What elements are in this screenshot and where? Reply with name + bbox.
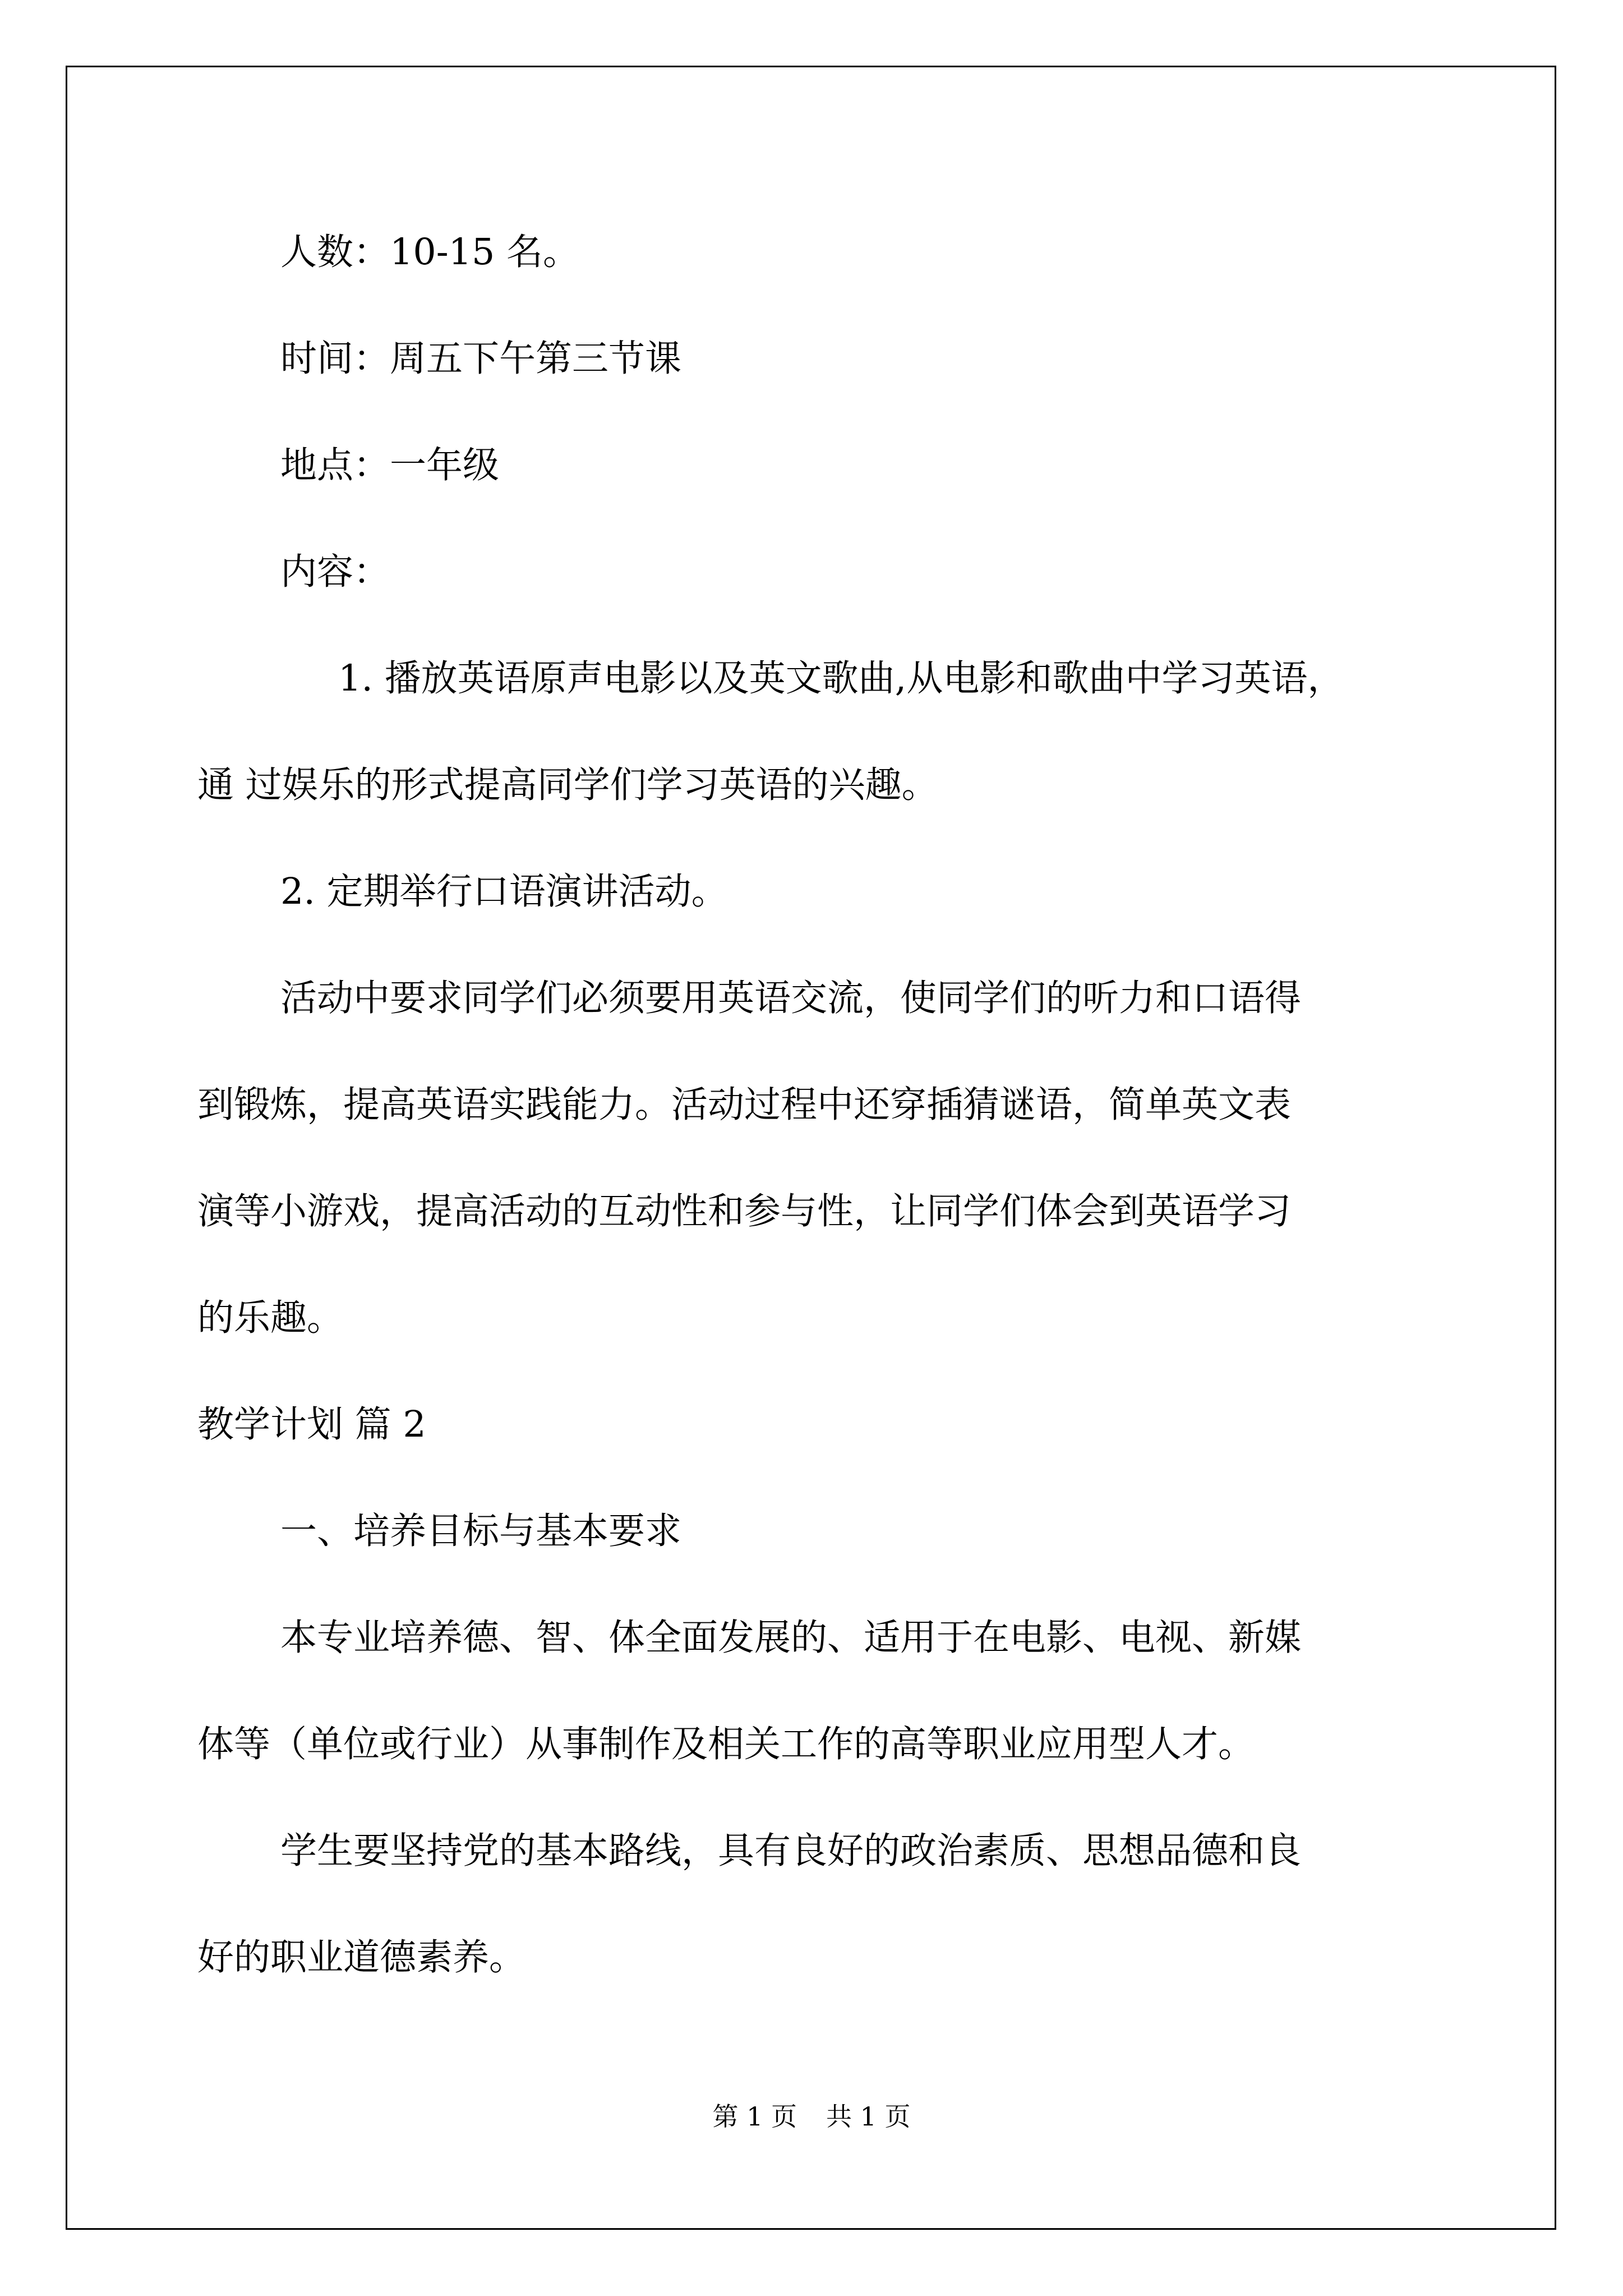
paragraph-activity-line-1: 活动中要求同学们必须要用英语交流，使同学们的听力和口语得 bbox=[280, 977, 1302, 1019]
page-border bbox=[66, 66, 1556, 2230]
page-footer bbox=[0, 2100, 1623, 2133]
paragraph-requirements-line-2: 好的职业道德素养。 bbox=[197, 1936, 526, 1978]
paragraph-requirements-line-1: 学生要坚持党的基本路线，具有良好的政治素质、思想品德和良 bbox=[280, 1830, 1302, 1872]
list-item-1-line-1: 1. 播放英语原声电影以及英文歌曲,从电影和歌曲中学习英语， bbox=[338, 657, 1344, 700]
page-number: 第 1 页 bbox=[712, 2101, 797, 2132]
list-item-2: 2. 定期举行口语演讲活动。 bbox=[280, 871, 728, 913]
paragraph-goals-line-2: 体等（单位或行业）从事制作及相关工作的高等职业应用型人才。 bbox=[197, 1723, 1255, 1765]
paragraph-content-heading: 内容： bbox=[280, 551, 390, 593]
list-item-1-line-2: 通 过娱乐的形式提高同学们学习英语的兴趣。 bbox=[197, 764, 938, 806]
paragraph-goals-line-1: 本专业培养德、智、体全面发展的、适用于在电影、电视、新媒 bbox=[280, 1617, 1302, 1659]
subsection-heading-goals: 一、培养目标与基本要求 bbox=[280, 1510, 682, 1552]
paragraph-activity-line-4: 的乐趣。 bbox=[197, 1297, 344, 1339]
paragraph-time: 时间：周五下午第三节课 bbox=[280, 338, 682, 380]
section-heading-plan-2: 教学计划 篇 2 bbox=[197, 1404, 426, 1446]
paragraph-activity-line-2: 到锻炼，提高英语实践能力。活动过程中还穿插猜谜语，简单英文表 bbox=[197, 1084, 1292, 1126]
page-total: 共 1 页 bbox=[826, 2101, 911, 2132]
paragraph-location: 地点：一年级 bbox=[280, 444, 500, 486]
paragraph-headcount: 人数：10-15 名。 bbox=[280, 231, 580, 273]
paragraph-activity-line-3: 演等小游戏，提高活动的互动性和参与性，让同学们体会到英语学习 bbox=[197, 1190, 1292, 1232]
